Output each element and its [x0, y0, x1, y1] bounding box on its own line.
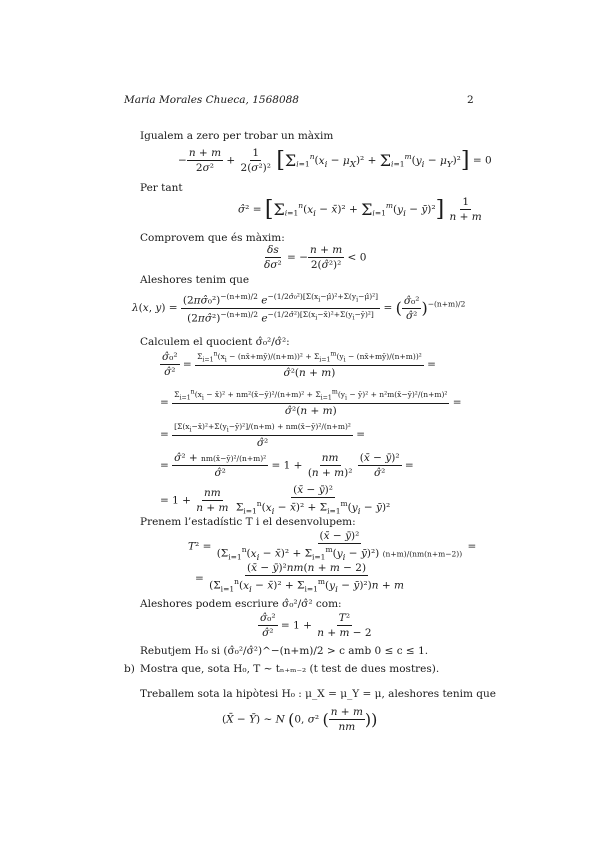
text-reject-rule: Rebutjem H₀ si (σ̂₀²/σ̂²)^−(n+m)/2 > c amb 0 ≤ c ≤ 1.: [140, 645, 429, 657]
item-b-statement: Mostra que, sota H₀, T ∼ tₙ₊ₘ₋₂ (t test de dues mostres).: [140, 663, 440, 675]
equation-sigma-hat: σ̂² = [$\Sigma_{i=1}^n(x_i$ − x̄)² + $\Sigma_{i=1}^m(y_i$ − ȳ)²] $\frac{1}{n + m}$: [238, 196, 482, 223]
equation-quotient-step-4: = $\frac{\text{σ̂² + nm(x̄−ȳ)²/(n+m)²}}{\text{σ̂²}}$ = 1 + $\frac{nm}{\text{(n + m)²}}$ $\frac{\text{(x̄ − ȳ)²}}{\text{σ̂²}}$ =: [160, 452, 414, 479]
equation-quotient-step-1: $\frac{\text{σ̂₀²}}{\text{σ̂²}}$ = $\frac{\Sigma_{i=1}^n(x_i - (nx̄+mȳ)/(n+m))^2 + \Sigma_{i=1}^m(y_i - (nx̄+mȳ)/(n+m))^2}{\text{σ̂²(n + m)}}$ =: [162, 350, 436, 379]
equation-T-squared-2: = $\frac{\text{(x̄ − ȳ)²nm(n + m − 2)}}{(\Sigma_{i=1}^n(x_i - x̄)^2 + \Sigma_{i=1}^m(y_i - ȳ)^2)n + m}$: [195, 562, 404, 595]
equation-likelihood-ratio: λ(x, y) = $\frac{(2\pi\sigmâ_0^2)^{-(n+m)/2} e^{-(1/2\sigmâ_0^2)[\Sigma(x_i-\mû)^2+\Sigma(y_i-\mû)^2]}}{(2\pi\sigmâ^2)^{-(n+m)/2} e^{-(1/2\sigmâ^2)[\Sigma(x_i-x̄)^2+\Sigma(y_i-ȳ)^2]}}$ = ( $\frac{\text{σ̂₀²}}{\text{σ̂²}}$ )$^{-(n+m)/2}$: [132, 292, 466, 324]
equation-derivative-zero: − $\frac{n + m}{\text{2σ²}}$ + $\frac{1}{\text{2(σ²)²}}$ $[\Sigma_{i=1}^n(x_i - \mu_X)^2 + \Sigma_{i=1}^m(y_i - \mu_Y)^2] = 0$: [178, 147, 492, 174]
text-work-under-hypothesis: Treballem sota la hipòtesi H₀ : μ_X = μ_Y = μ, aleshores tenim que: [140, 688, 496, 700]
item-b-marker: b): [124, 663, 135, 675]
text-take-statistic: Prenem l’estadístic T i el desenvolupem:: [140, 516, 356, 528]
page-number: 2: [467, 94, 474, 106]
equation-difference-distribution: (X̄ − Ȳ) ∼ N (0, σ² ( $\frac{n + m}{nm}$ )): [222, 706, 378, 733]
text-we-can-write: Aleshores podem escriure σ̂₀²/σ̂² com:: [140, 598, 342, 610]
text-therefore: Per tant: [140, 182, 183, 194]
equation-quotient-step-3: = $\frac{[\Sigma(x_i-x̄)^2+\Sigma(y_i-ȳ)^2]/(n+m) + nm(x̄-ȳ)^2/(n+m)^2}{\text{σ̂²}}$ =: [160, 422, 366, 449]
text-check-max: Comprovem que és màxim:: [140, 232, 285, 244]
equation-T-squared-1: T² = $\frac{\text{(x̄ − ȳ)²}}{(\Sigma_{i=1}^n(x_i - x̄)^2 + \Sigma_{i=1}^m(y_i - ȳ)^2) (n+m)/(nm(n+m-2))}$ =: [188, 530, 477, 563]
equation-quotient-step-2: = $\Sigma_{i=1}^n(x_i$ − x̄)² + nm²(x̄−ȳ)²/(n+m)² + $\Sigma_{i=1}^m(y_i$ − ȳ)² + n²m(x̄−ȳ)²/(n+m)² σ̂²(n + m) =: [160, 388, 462, 417]
equation-quotient-step-5: = 1 + $\frac{nm}{n + m}$ $\frac{\text{(x̄ − ȳ)²}}{\Sigma_{i=1}^n(x_i - x̄)^2 + \Sigma_{i=1}^m(y_i - ȳ)^2}$: [160, 484, 391, 517]
text-then-we-have: Aleshores tenim que: [140, 274, 250, 286]
equation-quotient-in-T: $\frac{\text{σ̂₀²}}{\text{σ̂²}}$ = 1 + $\frac{\text{T²}}{n + m - 2}$: [260, 612, 372, 639]
text-compute-quotient: Calculem el quocient σ̂₀²/σ̂²:: [140, 336, 290, 348]
running-header-author: Maria Morales Chueca, 1568088: [124, 94, 299, 106]
text-set-to-zero: Igualem a zero per trobar un màxim: [140, 130, 334, 142]
equation-second-derivative: $\frac{\delta s}{\text{δσ²}}$ = − $\frac{n + m}{\text{2(σ̂²)²}}$ < 0: [264, 244, 367, 271]
